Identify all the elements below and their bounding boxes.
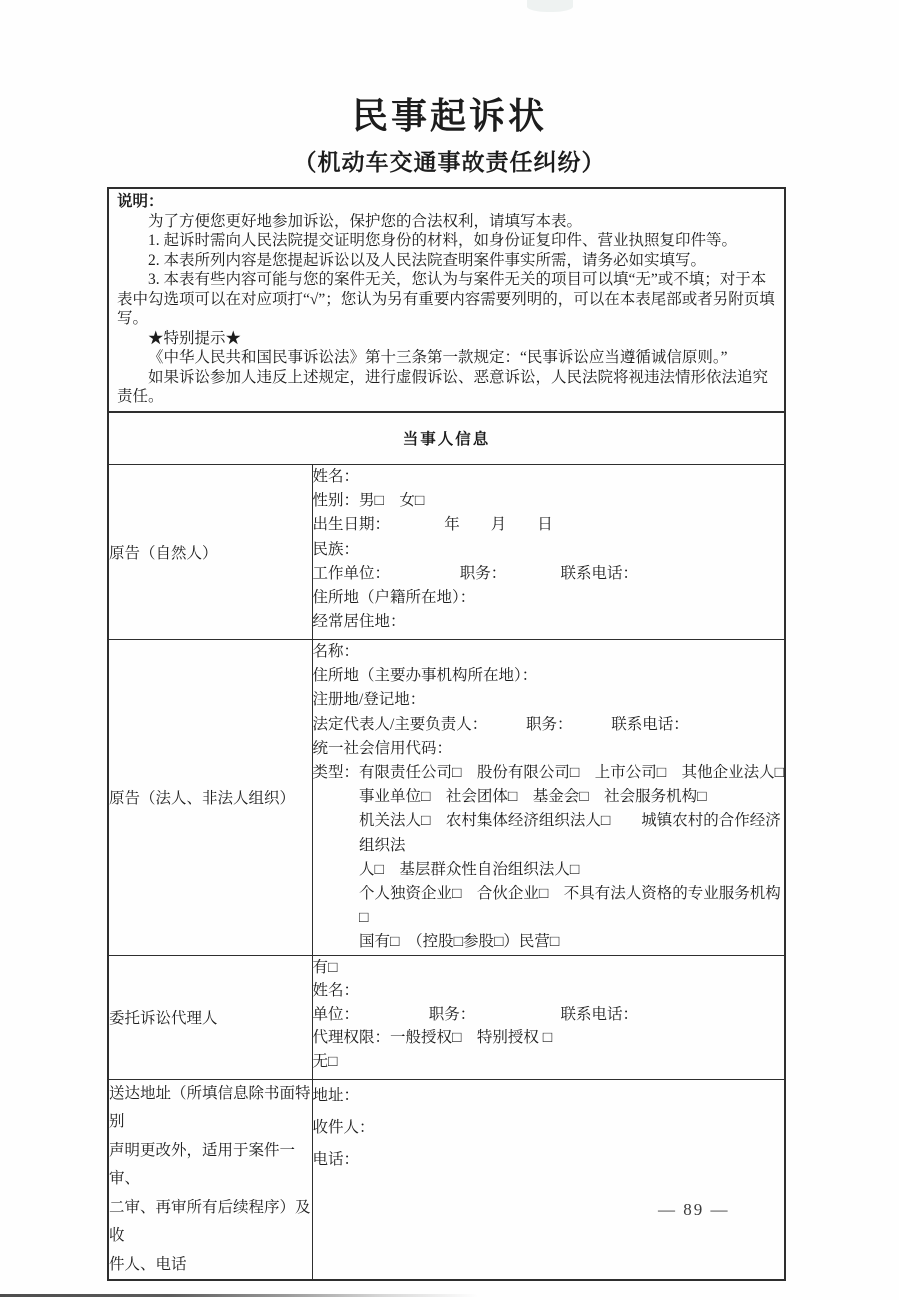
instruction-paragraph: 1. 起诉时需向人民法院提交证明您身份的材料，如身份证复印件、营业执照复印件等。 [148, 232, 738, 249]
row-label-line: 二审、再审所有后续程序）及收 [109, 1198, 311, 1245]
row-label: 原告（法人、非法人组织） [108, 640, 312, 956]
section-header: 当事人信息 [108, 412, 785, 465]
field-line: 注册地/登记地： [312, 691, 426, 709]
row-label [108, 1079, 312, 1280]
instruction-paragraph: 2. 本表所列内容是您提起诉讼以及人民法院查明案件事实所需，请务必如实填写。 [148, 251, 707, 269]
field-line: 姓名： [312, 982, 360, 1000]
page-number: — 89 — [658, 1200, 730, 1219]
row-label-line: 件人、电话 [109, 1255, 187, 1273]
field-line: 住所地（主要办事机构所在地）： [312, 667, 538, 685]
field-line: 性别：男□ 女□ [312, 492, 425, 510]
field-line: 有□ [312, 958, 338, 976]
field-line: 单位： 职务： 联系电话： [312, 1005, 639, 1023]
field-line: 姓名： [312, 468, 360, 485]
table-row-plaintiff-natural-person [108, 465, 785, 640]
field-line: 电话： [312, 1150, 360, 1168]
field-line: 名称： [312, 643, 360, 660]
row-content [312, 465, 785, 640]
table-row-litigation-agent [108, 955, 785, 1079]
document-title: 民事起诉状 [351, 96, 547, 136]
field-line: 住所地（户籍所在地）： [312, 589, 476, 607]
field-line: 地址： [312, 1086, 360, 1104]
instruction-paragraph: 《中华人民共和国民事诉讼法》第十三条第一款规定：“民事诉讼应当遵循诚信原则。” [148, 349, 728, 366]
field-line: 类型：有限责任公司□ 股份有限公司□ 上市公司□ 其他企业法人□ [312, 764, 784, 782]
row-content [312, 1079, 785, 1280]
field-line: 代理权限：一般授权□ 特别授权 □ [312, 1029, 553, 1047]
scan-smudge-artifact [527, 0, 573, 12]
field-line: 收件人： [312, 1118, 375, 1136]
party-info-table [107, 411, 786, 1282]
row-label-line: 送达地址（所填信息除书面特别 [109, 1084, 311, 1131]
row-content [312, 955, 785, 1079]
row-label-line: 声明更改外，适用于案件一审、 [109, 1141, 296, 1188]
field-line: 人□ 基层群众性自治组织法人□ [359, 860, 580, 878]
field-line: 国有□ （控股□参股□）民营□ [359, 933, 560, 951]
row-content [312, 640, 785, 956]
table-row-plaintiff-legal-person [108, 640, 785, 956]
field-line: 事业单位□ 社会团体□ 基金会□ 社会服务机构□ [359, 788, 707, 806]
row-label: 委托诉讼代理人 [108, 955, 312, 1079]
field-line: 统一社会信用代码： [312, 739, 453, 757]
document-subtitle: （机动车交通事故责任纠纷） [293, 150, 606, 175]
instruction-paragraph: 为了方便您更好地参加诉讼，保护您的合法权利，请填写本表。 [148, 212, 583, 230]
field-line: 无□ [312, 1052, 338, 1070]
row-label: 原告（自然人） [108, 465, 312, 640]
scan-edge-artifact [0, 1294, 478, 1297]
field-line: 法定代表人/主要负责人： 职务： 联系电话： [312, 715, 689, 733]
field-line: 工作单位： 职务： 联系电话： [312, 564, 639, 582]
instructions-heading: 说明： [117, 193, 164, 210]
field-line: 出生日期： 年 月 日 [312, 516, 553, 534]
table-row-service-address [108, 1079, 785, 1280]
instruction-paragraph: 3. 本表有些内容可能与您的案件无关，您认为与案件无关的项目可以填“无”或不填；对于本表中勾选项可以在对应项打“√”；您认为另有重要内容需要列明的，可以在本表尾部或者另附页填写。 [117, 271, 775, 327]
field-line: 机关法人□ 农村集体经济组织法人□ 城镇农村的合作经济组织法 [359, 812, 781, 854]
field-line: 个人独资企业□ 合伙企业□ 不具有法人资格的专业服务机构□ [359, 885, 781, 927]
special-notice-line: ★特别提示★ [148, 329, 242, 347]
field-line: 经常居住地： [312, 613, 406, 631]
field-line: 民族： [312, 540, 360, 558]
instructions-box [107, 187, 786, 413]
instruction-paragraph: 如果诉讼参加人违反上述规定，进行虚假诉讼、恶意诉讼，人民法院将视违法情形依法追究责任。 [117, 368, 769, 405]
